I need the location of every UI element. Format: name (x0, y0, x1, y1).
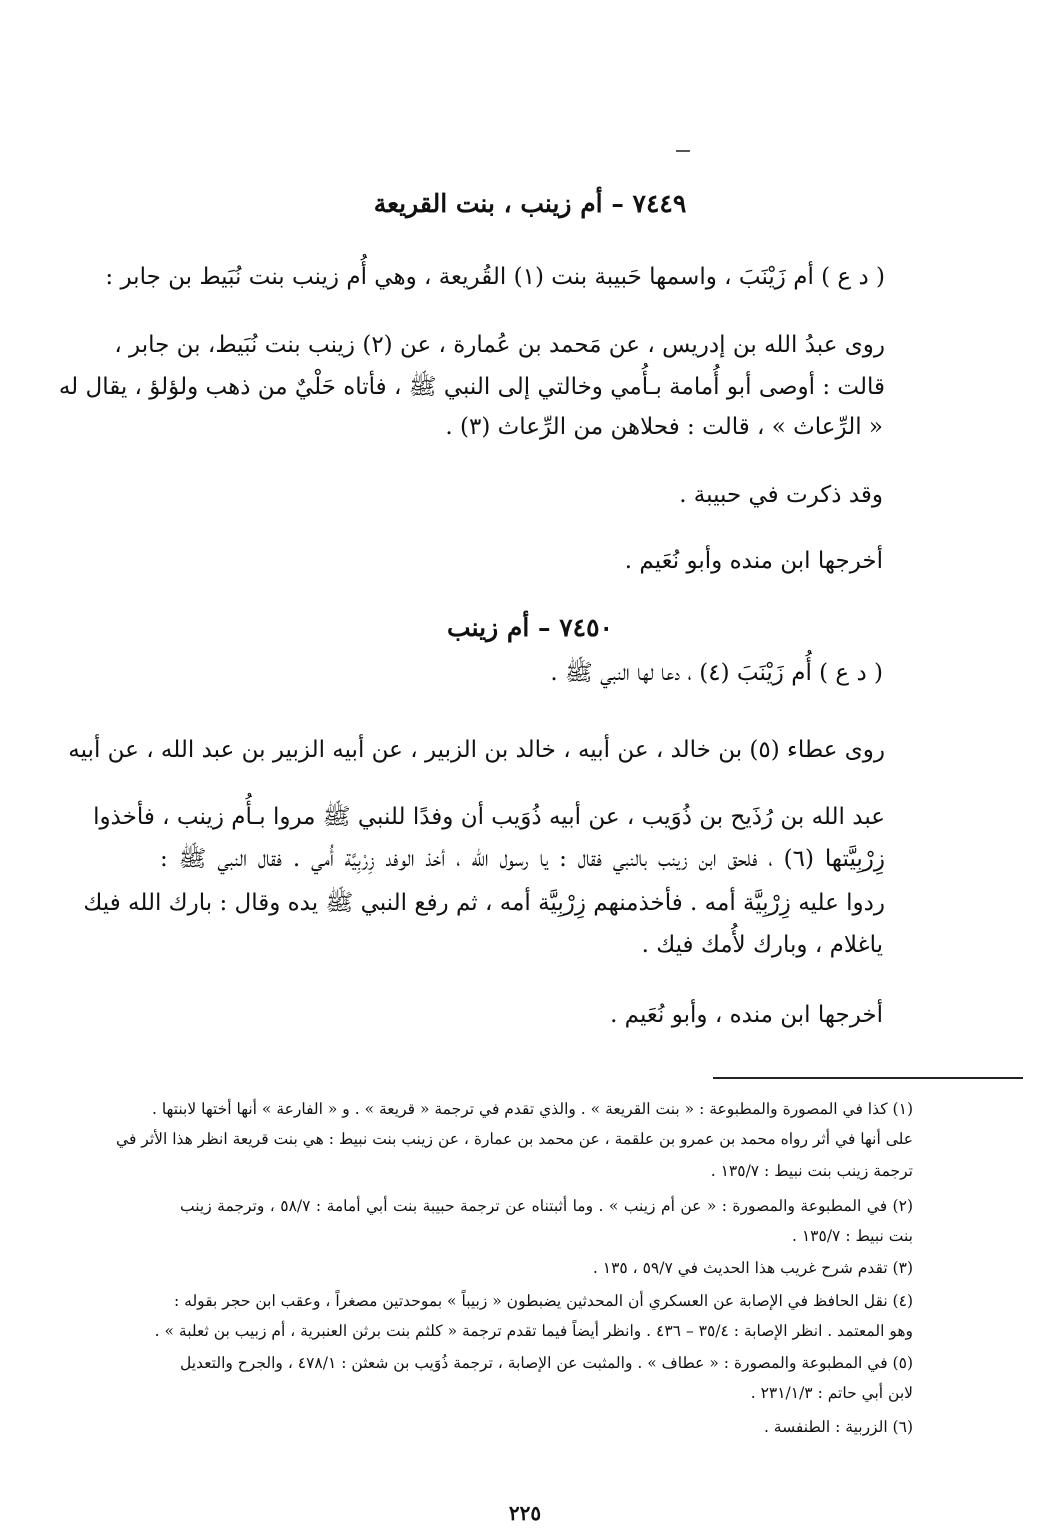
footnote-line: (٣) تقدم شرح غريب هذا الحديث في ٥٩/٧ ، ١٣٥ . (592, 1259, 913, 1277)
entry-text-line: ياغلام ، وبارك لأُمك فيك . (641, 932, 883, 958)
entry-text-line: ( د ع ) أم زَيْنَبَ ، واسمها حَبيبة بنت (١) القُريعة ، وهي أُم زينب بنت نُبَيط بن جابر : (105, 264, 885, 290)
footnote-line: لابن أبي حاتم : ٢٣١/١/٣ . (750, 1384, 913, 1402)
entry-text-line: قالت : أوصى أبو أُمامة بـأُمي وخالتي إلى النبي ﷺ ، فأتاه حَلْيٌ من ذهب ولؤلؤ ، يقال له (58, 374, 885, 400)
entry-heading-7450: ٧٤٥٠ – أم زينب (447, 613, 613, 642)
footnote-line: بنت نبيط : ١٣٥/٧ . (792, 1227, 913, 1245)
page-mark (676, 150, 690, 152)
entry-heading-7449: ٧٤٤٩ – أم زينب ، بنت القريعة (373, 189, 687, 218)
footnote-line: (٢) في المطبوعة والمصورة : « عن أم زينب » . وما أثبتناه عن ترجمة حبيبة بنت أبي أمامة : ٥٨/٧ ، وترجمة زينب (180, 1197, 913, 1215)
entry-text-line: روى عطاء (٥) بن خالد ، عن أبيه ، خالد بن الزبير ، عن أبيه الزبير بن عبد الله ، عن أبيه (68, 737, 885, 763)
entry-text-line: « الرِّعاث » ، قالت : فحلاهن من الرِّعاث (٣) . (445, 414, 883, 440)
footnote-line: ترجمة زينب بنت نبيط : ١٣٥/٧ . (710, 1162, 913, 1180)
entry-text-line: عبد الله بن رُذَيح بن ذُوَيب ، عن أبيه ذُوَيب أن وفدًا للنبي ﷺ مروا بـأُم زينب ، فأخذوا (93, 804, 885, 830)
footnote-line: (١) كذا في المصورة والمطبوعة : « بنت القريعة » . والذي تقدم في ترجمة « قريعة » . و « الفارعة » أنها أختها لابنتها . (151, 1100, 913, 1118)
entry-text-line: زِرْبِيَّتها (٦) ، فلحق ابن زينب بالنبي فقال : يا رسول الله ، أخذ الوفد زِرْبِيَّة أُمي . فقال النبي ﷺ : (160, 846, 886, 872)
entry-text-line: أخرجها ابن منده وأبو نُعَيم . (624, 548, 883, 574)
footnote-line: على أنها في أثر رواه محمد بن عمرو بن علقمة ، عن محمد بن عمارة ، عن زينب بنت نبيط : هي بنت قريعة انظر هذا الأثر في (116, 1130, 913, 1148)
footnote-line: (٥) في المطبوعة والمصورة : « عطاف » . والمثبت عن الإصابة ، ترجمة ذُوَيب بن شعثن : ٤٧٨/١ ، والجرح والتعديل (180, 1354, 913, 1372)
entry-text-line: ردوا عليه زِرْبِيَّة أمه . فأخذمنهم زِرْبِيَّة أمه ، ثم رفع النبي ﷺ يده وقال : بارك الله فيك (83, 890, 885, 916)
footnote-line: وهو المعتمد . انظر الإصابة : ٣٥/٤ – ٤٣٦ . وانظر أيضاً فيما تقدم ترجمة « كلثم بنت برثن العنبرية ، أم زبيب بن ثعلبة » . (154, 1322, 913, 1340)
entry-text-line: وقد ذكرت في حبيبة . (679, 482, 883, 508)
entry-text-line: أخرجها ابن منده ، وأبو نُعَيم . (610, 1002, 883, 1028)
entry-text-line: روى عبدُ الله بن إدريس ، عن مَحمد بن عُمارة ، عن (٢) زينب بنت نُبَيط، بن جابر ، (114, 332, 885, 358)
page-number: ٢٢٥ (508, 1501, 542, 1525)
entry-text-line: ( د ع ) أُم زَيْنَبَ (٤) ، دعا لها النبي ﷺ . (550, 660, 883, 686)
footnote-line: (٦) الزربية : الطنفسة . (763, 1418, 913, 1436)
footnote-line: (٤) نقل الحافظ في الإصابة عن العسكري أن المحدثين يضبطون « زبيباً » بموحدتين مصغراً ، وعقب ابن حجر بقوله : (174, 1292, 913, 1310)
footnote-separator (713, 1077, 1023, 1079)
